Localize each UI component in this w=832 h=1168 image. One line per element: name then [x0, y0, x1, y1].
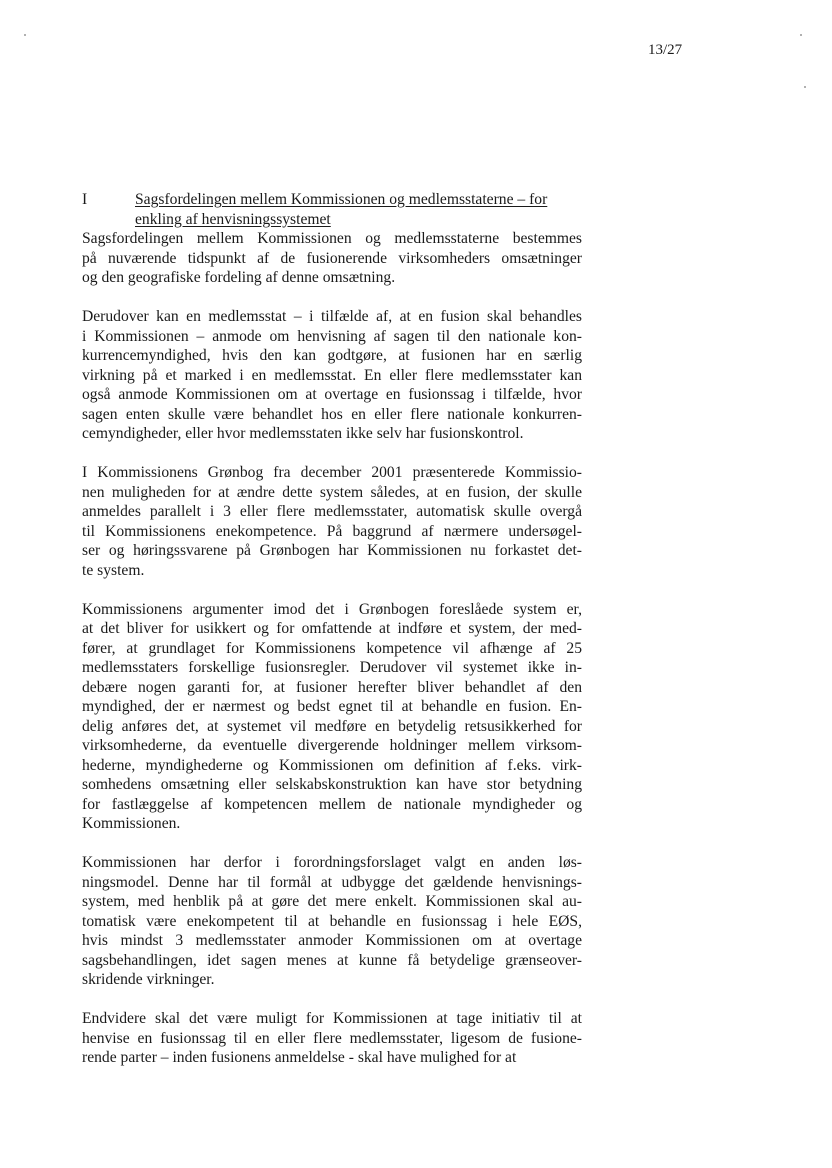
- paragraph: [82, 600, 582, 834]
- document-body: [82, 229, 582, 1087]
- text-line: virkning på et marked i en medlemsstat. En eller flere medlemsstater kan: [82, 366, 582, 384]
- text-line: Kommissionens argumenter imod det i Grønbogen foreslåede system er,: [82, 600, 582, 618]
- text-line: somhedens omsætning eller selskabskonstruktion kan have stor betydning: [82, 776, 582, 793]
- paragraph: [82, 307, 582, 444]
- text-line: Endvidere skal det være muligt for Kommissionen at tage initiativ til at: [82, 1010, 582, 1027]
- text-line: nen muligheden for at ændre dette system således, at en fusion, der skulle: [82, 483, 582, 501]
- text-line: også anmode Kommissionen om at overtage en fusionssag i tilfælde, hvor: [82, 386, 582, 403]
- section-title-line: Sagsfordelingen mellem Kommissionen og medlemsstaterne – for: [135, 191, 548, 208]
- text-line: og den geografiske fordeling af denne omsætning.: [82, 269, 396, 286]
- text-line: til Kommissionens enekompetence. På baggrund af nærmere undersøgel-: [82, 522, 582, 540]
- text-line: medlemsstaters forskellige fusionsregler. Derudover vil systemet ikke in-: [82, 659, 582, 676]
- text-line: I Kommissionens Grønbog fra december 2001 præsenterede Kommissio-: [82, 464, 582, 481]
- text-line: ningsmodel. Denne har til formål at udbygge det gældende henvisnings-: [82, 873, 582, 891]
- text-line: sagen enten skulle være behandlet hos en eller flere nationale konkurren-: [82, 405, 582, 423]
- section-title-line: enkling af henvisningssystemet: [135, 210, 331, 228]
- text-line: delig anføres det, at systemet vil medføre en betydelig retsusikkerhed for: [82, 717, 582, 735]
- page-number: 13/27: [648, 42, 683, 58]
- text-line: på nuværende tidspunkt af de fusionerende virksomheders omsætninger: [82, 249, 582, 267]
- text-line: hvis mindst 3 medlemsstater anmoder Kommissionen om at overtage: [82, 932, 582, 949]
- text-line: Kommissionen.: [82, 815, 181, 832]
- text-line: fører, at grundlaget for Kommissionens kompetence vil afhænge af 25: [82, 639, 582, 657]
- text-line: tomatisk være enekompetent til at behandle en fusionssag i hele EØS,: [82, 912, 582, 930]
- text-line: ser og høringssvarene på Grønbogen har Kommissionen nu forkastet det-: [82, 542, 582, 559]
- text-line: myndighed, der er nærmest og bedst egnet til at behandle en fusion. En-: [82, 698, 582, 715]
- text-line: skridende virkninger.: [82, 971, 215, 988]
- paragraph: [82, 853, 582, 990]
- text-line: system, med henblik på at gøre det mere enkelt. Kommissionen skal au-: [82, 893, 582, 910]
- text-line: Derudover kan en medlemsstat – i tilfælde af, at en fusion skal behandles: [82, 308, 582, 325]
- paragraph: [82, 463, 582, 580]
- text-line: debære nogen garanti for, at fusioner herefter bliver behandlet af den: [82, 678, 582, 696]
- text-line: cemyndigheder, eller hvor medlemsstaten ikke selv har fusionskontrol.: [82, 425, 524, 442]
- scan-speck: [800, 34, 802, 36]
- text-line: sagsbehandlingen, idet sagen menes at kunne få betydelige grænseover-: [82, 951, 582, 969]
- section-title: [135, 190, 581, 229]
- text-line: anmeldes parallelt i 3 eller flere medlemsstater, automatisk skulle overgå: [82, 503, 582, 520]
- text-line: hederne, myndighederne og Kommissionen om definition af f.eks. virk-: [82, 756, 582, 774]
- text-line: Sagsfordelingen mellem Kommissionen og medlemsstaterne bestemmes: [82, 230, 582, 247]
- text-line: henvise en fusionssag til en eller flere medlemsstater, ligesom de fusione-: [82, 1029, 582, 1047]
- text-line: Kommissionen har derfor i forordningsforslaget valgt en anden løs-: [82, 854, 582, 871]
- text-line: rende parter – inden fusionens anmeldelse - skal have mulighed for at: [82, 1049, 517, 1066]
- paragraph: [82, 229, 582, 288]
- scan-speck: [804, 86, 806, 88]
- text-line: virksomhederne, da eventuelle divergerende holdninger mellem virksom-: [82, 737, 582, 754]
- paragraph: [82, 1009, 582, 1068]
- section-number: I: [82, 191, 88, 208]
- text-line: at det bliver for usikkert og for omfattende at indføre et system, der med-: [82, 620, 582, 637]
- text-line: kurrencemyndighed, hvis den kan godtgøre, at fusionen har en særlig: [82, 347, 582, 364]
- scan-speck: [24, 34, 26, 36]
- text-line: i Kommissionen – anmode om henvisning af sagen til den nationale kon-: [82, 327, 582, 345]
- text-line: te system.: [82, 561, 145, 579]
- text-line: for fastlæggelse af kompetencen mellem de nationale myndigheder og: [82, 795, 582, 813]
